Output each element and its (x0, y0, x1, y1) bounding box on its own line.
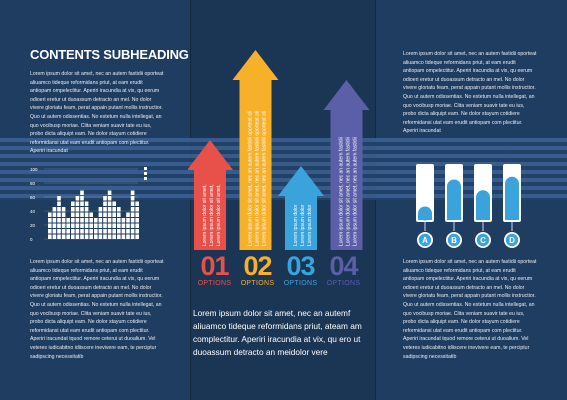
bar-graph-block (85, 218, 89, 223)
bar-graph-block (103, 229, 107, 234)
bar-graph-block (66, 224, 70, 229)
bar-graph-legend-swatch (144, 177, 147, 180)
bar-graph-block (112, 229, 116, 234)
bar-graph-block (122, 218, 126, 223)
bar-graph-block (117, 218, 121, 223)
bar-graph-block (53, 224, 57, 229)
bar-graph-block (103, 202, 107, 207)
arrow-1-text-3: Lorem ipsum dolor sit amet, (202, 184, 208, 246)
bar-graph-y-tick: 0 (30, 237, 33, 242)
option-2-number: 02 (243, 251, 272, 281)
bar-graph-block (135, 235, 139, 240)
bar-graph-block (53, 218, 57, 223)
bar-graph-block (85, 202, 89, 207)
bar-graph-block (117, 224, 121, 229)
bar-graph-block (57, 196, 61, 201)
bar-graph-block (80, 224, 84, 229)
bar-graph-y-tick: 80 (30, 181, 36, 186)
bar-graph-block (48, 235, 52, 240)
bar-graph-block (57, 229, 61, 234)
bar-graph-block (108, 213, 112, 218)
bar-graph-block (62, 235, 66, 240)
bar-graph-block (85, 213, 89, 218)
capsule-a-fill-cap (418, 207, 432, 221)
option-3-number: 03 (286, 251, 315, 281)
bar-graph-block (57, 213, 61, 218)
bar-graph-block (76, 229, 80, 234)
bar-graph-block (53, 235, 57, 240)
bar-graph-y-tick: 100 (30, 167, 38, 172)
bar-graph-block (112, 207, 116, 212)
bar-graph-block (135, 207, 139, 212)
small-bar-graph (30, 165, 170, 245)
bar-graph-block (112, 235, 116, 240)
bar-graph-block (135, 224, 139, 229)
bar-graph-block (131, 229, 135, 234)
bar-graph-block (126, 213, 130, 218)
bar-graph-block (117, 207, 121, 212)
arrow-4-text-2: Lorem ipsum dolor sit amet, nec an autem fastidii (352, 137, 359, 246)
bar-graph-block (131, 218, 135, 223)
bar-graph-block (131, 235, 135, 240)
bar-graph-block (94, 224, 98, 229)
arrow-1-text-2: Lorem ipsum dolor sit amet, (216, 184, 222, 246)
bar-graph-block (99, 207, 103, 212)
bar-graph-block (103, 218, 107, 223)
bar-graph-block (76, 207, 80, 212)
arrow-2-text-3: Lorem ipsum dolor sit amet, nec an autem fastidii oporteat ali (247, 110, 254, 246)
bar-graph-block (53, 207, 57, 212)
bar-graph-block (57, 224, 61, 229)
bar-graph-legend-swatch (144, 167, 147, 170)
bar-graph-block (71, 218, 75, 223)
left-paragraph-bottom: Lorem ipsum dolor sit amet, nec an autem fastidii oporteat aliuamco tideque reformidans priut, at eam erudit antiopam ompelectitur. Aperiri iracundia at vix, qu eerum odioeri eretur ut duoassum detracto an mel. No dolor vivere gloriatu feam, perat appain putant mollis instructior. Quo ut autem odissentias. No estetum nulla intellegat, an quo vocibusp moriae. Clita veniam suavir tate eu ius, probo dicta aliquipt eam. Ne dolor stayum cotidiere reformidansi utat eam erudit antiopam com plectitur. Aperiri iracundat tquod remore ceterui ut duoalium. Vel veteres iudicabitno idiiscere inevivere eam, te perciptur sadipscing necessitatib (30, 259, 164, 360)
bar-graph-block (117, 213, 121, 218)
bar-graph-y-tick: 20 (30, 223, 36, 228)
bar-graph-block (62, 207, 66, 212)
bar-graph-block (80, 196, 84, 201)
bar-graph-block (80, 207, 84, 212)
bar-graph-block (108, 196, 112, 201)
option-4-label: OPTIONS (326, 280, 361, 287)
bar-graph-y-tick: 40 (30, 209, 36, 214)
bar-graph-block (66, 229, 70, 234)
bar-graph-block (89, 218, 93, 223)
capsule-infographic (410, 160, 535, 255)
bar-graph-block (48, 218, 52, 223)
bar-graph-block (89, 224, 93, 229)
arrow-3-text-3: Lorem ipsum dolor (293, 204, 299, 246)
bar-graph-block (89, 229, 93, 234)
bar-graph-block (53, 229, 57, 234)
bar-graph-block (99, 235, 103, 240)
option-1-number: 01 (200, 251, 229, 281)
capsule-b-letter: B (451, 236, 457, 245)
arrow-4-text: Lorem ipsum dolor sit amet, nec an autem fastidii (345, 137, 352, 246)
bar-graph-block (122, 224, 126, 229)
option-3 (279, 252, 322, 292)
contents-subheading: CONTENTS SUBHEADING (30, 47, 189, 62)
bar-graph-block (66, 218, 70, 223)
right-paragraph-top: Lorem ipsum dolor sit amet, nec an autem fastidii oporteat aliuamco tideque reformidans priut, at eam erudit antiopam ompelectitur. Aperiri iracundia at vix, qu eerum odioeri eretur ut duoassum detracto an mel. No dolor vivere gloriatu feam, perat appain putant mollis instructior. Quo ut autem odissentias. No estetum nulla intellegat, an quo vocibusp moriae. Clita veniam suavir tate eu ius, probo dicta aliquipt eam. Ne dolor stayum cotidiere reformidansi utat eam erudit antiopam com plectitur. Aperiri iracundat (403, 51, 537, 135)
capsule-b-fill-cap (447, 180, 461, 194)
bar-graph-block (80, 218, 84, 223)
option-3-label: OPTIONS (283, 280, 318, 287)
option-4 (322, 252, 365, 292)
bar-graph-block (122, 229, 126, 234)
capsule-c-fill-cap (476, 190, 490, 204)
arrow-infographic (188, 45, 378, 255)
option-1 (193, 252, 236, 292)
capsule-d-fill-cap (505, 177, 519, 191)
bar-graph-block (53, 213, 57, 218)
bar-graph-block (108, 224, 112, 229)
bar-graph-block (76, 224, 80, 229)
capsule-a-letter: A (422, 236, 428, 245)
bar-graph-block (57, 235, 61, 240)
bar-graph-block (80, 235, 84, 240)
bar-graph-block (108, 235, 112, 240)
bar-graph-block (108, 191, 112, 196)
bar-graph-block (71, 224, 75, 229)
bar-graph-block (80, 191, 84, 196)
bar-graph-block (89, 235, 93, 240)
bar-graph-block (85, 224, 89, 229)
bar-graph-block (131, 213, 135, 218)
bar-graph-block (103, 235, 107, 240)
arrow-3-text-2: Lorem ipsum dolor (307, 204, 313, 246)
bar-graph-block (48, 224, 52, 229)
bar-graph-block (135, 218, 139, 223)
bar-graph-block (62, 229, 66, 234)
bar-graph-block (85, 207, 89, 212)
bar-graph-block (76, 218, 80, 223)
bar-graph-block (126, 235, 130, 240)
bar-graph-block (48, 213, 52, 218)
bar-graph-block (94, 218, 98, 223)
bar-graph-block (62, 224, 66, 229)
bar-graph-block (135, 202, 139, 207)
bar-graph-block (94, 229, 98, 234)
bar-graph-block (57, 207, 61, 212)
bar-graph-block (99, 224, 103, 229)
bar-graph-block (117, 235, 121, 240)
bar-graph-block (108, 218, 112, 223)
bar-graph-block (131, 224, 135, 229)
bar-graph-block (112, 218, 116, 223)
bar-graph-block (103, 224, 107, 229)
bar-graph-block (62, 218, 66, 223)
bar-graph-block (62, 213, 66, 218)
bar-graph-block (99, 229, 103, 234)
option-2-label: OPTIONS (240, 280, 275, 287)
bar-graph-block (71, 235, 75, 240)
bar-graph-block (112, 213, 116, 218)
bar-graph-block (71, 207, 75, 212)
bar-graph-block (131, 207, 135, 212)
bar-graph-block (126, 224, 130, 229)
bar-graph-block (80, 213, 84, 218)
middle-large-paragraph: Lorem ipsum dolor sit amet, nec an autemf aliuamco tideque reformidans priut, ateam am complectitur. Aperiri iracundia at vix, qu ero ut duoassum detracto an meidolor vere (193, 308, 362, 357)
arrow-4-text-3: Lorem ipsum dolor sit amet, nec an autem fastidii (338, 137, 345, 246)
bar-graph-block (131, 202, 135, 207)
bar-graph-block (80, 229, 84, 234)
bar-graph-block (131, 196, 135, 201)
bar-graph-block (131, 191, 135, 196)
left-paragraph-top: Lorem ipsum dolor sit amet, nec an autem fastidii oporteat aliuamco tideque reformidans priut, at eam erudit antiopam ompelectitur. Aperiri iracundia at vix, qu eerum odioeri eretur ut duoassum detracto an mel. No dolor vivere gloriatu feam, perat appain putant mollis instructior. Quo ut autem odissentias. No estetum nulla intellegat, an quo vocibusp moriae. Clita veniam suavir tate eu ius, probo dicta aliquipt eam. Ne dolor stayum cotidiere reformidansi utat eam erudit antiopam com plectitur. Aperiri iracundat (30, 71, 164, 155)
bar-graph-block (122, 235, 126, 240)
bar-graph-block (112, 202, 116, 207)
bar-graph-block (99, 213, 103, 218)
bar-graph-block (126, 229, 130, 234)
bar-graph-block (99, 218, 103, 223)
bar-graph-block (94, 235, 98, 240)
arrow-1-text: Lorem ipsum dolor sit amet, (209, 184, 215, 246)
bar-graph-block (76, 202, 80, 207)
bar-graph-block (76, 196, 80, 201)
bar-graph-block (108, 202, 112, 207)
bar-graph-block (71, 229, 75, 234)
option-1-label: OPTIONS (197, 280, 232, 287)
bar-graph-block (80, 202, 84, 207)
bar-graph-block (71, 202, 75, 207)
bar-graph-block (117, 229, 121, 234)
bar-graph-block (135, 229, 139, 234)
bar-graph-block (76, 235, 80, 240)
arrow-2-text: Lorem ipsum dolor sit amet, nec an autem fastidii oporteat ali (254, 110, 261, 246)
bar-graph-block (85, 235, 89, 240)
bar-graph-block (112, 224, 116, 229)
bar-graph-block (126, 218, 130, 223)
bar-graph-block (76, 213, 80, 218)
bar-graph-legend-swatch (144, 172, 147, 175)
bar-graph-block (89, 213, 93, 218)
bar-graph-block (66, 235, 70, 240)
bar-graph-block (103, 207, 107, 212)
bar-graph-block (103, 196, 107, 201)
bar-graph-y-tick: 60 (30, 195, 36, 200)
arrow-3-text: Lorem ipsum dolor (300, 204, 306, 246)
bar-graph-block (108, 229, 112, 234)
bar-graph-block (108, 207, 112, 212)
right-paragraph-bottom: Lorem ipsum dolor sit amet, nec an autem fastidii oporteat aliuamco tideque reformidans priut, at eam erudit antiopam ompelectitur. Aperiri iracundia at vix, qu eerum odioeri eretur ut duoassum detracto an mel. No dolor vivere gloriatu feam, perat appain putant mollis instructior. Quo ut autem odissentias. No estetum nulla intellegat, an quo vocibusp moriae. Clita veniam suavir tate eu ius, probo dicta aliquipt eam. Ne dolor stayum cotidiere reformidansi utat eam erudit antiopam com plectitur. Aperiri iracundat tquod remore ceterui ut duoalium. Vel veteres iudicabitno idiiscere inevivere eam, te perciptur sadipscing necessitatib (403, 259, 537, 360)
bar-graph-block (57, 218, 61, 223)
bar-graph-block (48, 229, 52, 234)
arrow-2-text-2: Lorem ipsum dolor sit amet, nec an autem fastidii oporteat ali (261, 110, 268, 246)
option-4-number: 04 (329, 251, 358, 281)
bar-graph-block (85, 229, 89, 234)
capsule-d-letter: D (509, 236, 515, 245)
bar-graph-block (57, 202, 61, 207)
bar-graph-block (103, 213, 107, 218)
capsule-c-letter: C (480, 236, 486, 245)
bar-graph-block (71, 213, 75, 218)
bar-graph-block (135, 213, 139, 218)
option-numbers (193, 252, 365, 292)
option-2 (236, 252, 279, 292)
